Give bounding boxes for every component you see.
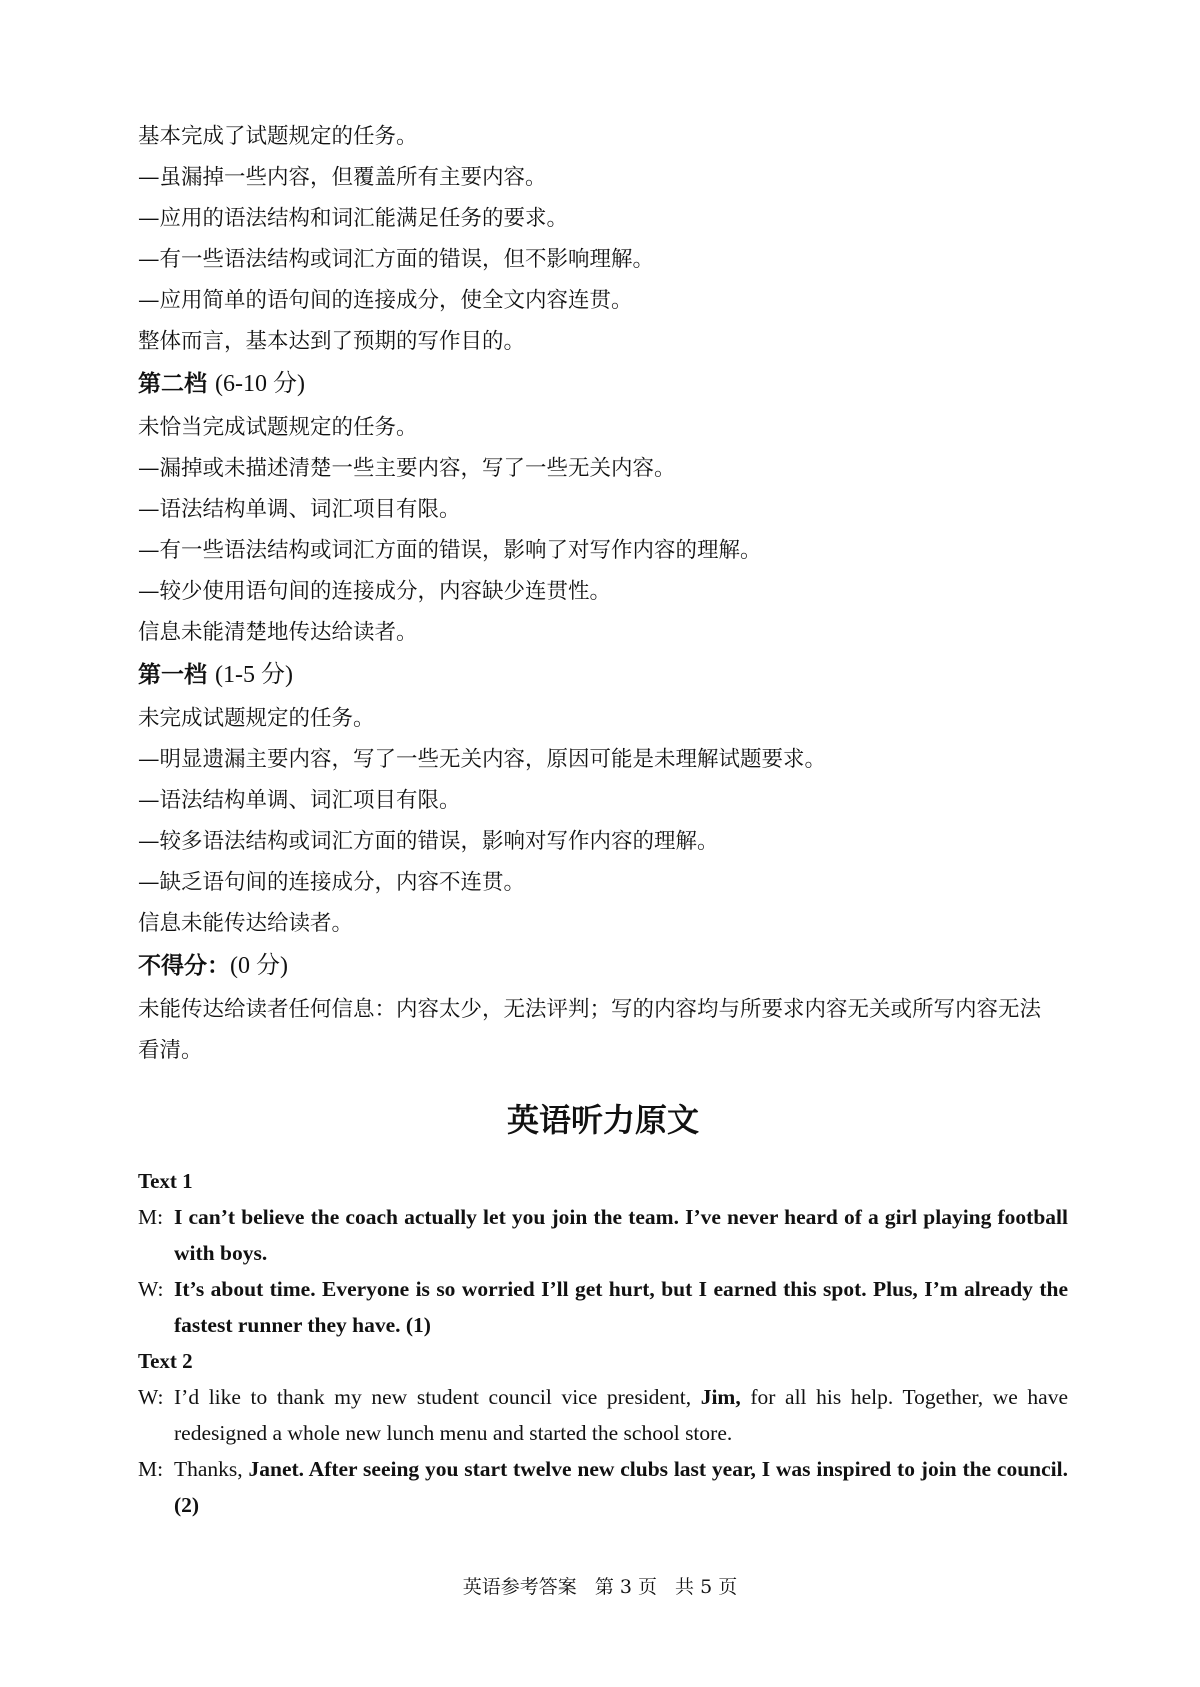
- utterance-part: Thanks,: [174, 1457, 249, 1481]
- tier2-line: 未恰当完成试题规定的任务。: [138, 415, 418, 440]
- tier2-line: —有一些语法结构或词汇方面的错误，影响了对写作内容的理解。: [138, 538, 762, 563]
- tier1-line: —较多语法结构或词汇方面的错误，影响对写作内容的理解。: [138, 829, 719, 854]
- text-label: Text 2: [138, 1349, 193, 1373]
- dialog-line: [138, 1271, 1068, 1343]
- utterance-part: Jim,: [700, 1385, 741, 1409]
- tier0-heading: [138, 945, 1068, 988]
- tier3-line: —应用的语法结构和词汇能满足任务的要求。: [138, 206, 569, 231]
- tier0-heading-label: 不得分：: [138, 953, 230, 979]
- tier0-score: (0 分): [230, 953, 288, 979]
- tier3-line: —有一些语法结构或词汇方面的错误，但不影响理解。: [138, 247, 655, 272]
- dialog-line: [138, 1379, 1068, 1451]
- utterance: [174, 1199, 1068, 1271]
- speaker-label: W:: [138, 1277, 164, 1301]
- listening-transcript: [138, 1163, 1068, 1523]
- tier3-line: 整体而言，基本达到了预期的写作目的。: [138, 329, 526, 354]
- speaker-label: W:: [138, 1385, 164, 1409]
- tier1-line: —明显遗漏主要内容，写了一些无关内容，原因可能是未理解试题要求。: [138, 747, 827, 772]
- tier2-line: —语法结构单调、词汇项目有限。: [138, 497, 461, 522]
- utterance: [174, 1379, 1068, 1451]
- text-block: [138, 1163, 1068, 1343]
- tier2-heading: [138, 363, 1068, 406]
- utterance-part: It’s about time. Everyone is so worried I’ll get hurt, but I earned this spot. Plus, I’m already the fastest runner they have. (1): [174, 1277, 1068, 1337]
- listening-title: 英语听力原文: [506, 1101, 699, 1139]
- tier2-score: (6-10 分): [215, 371, 305, 397]
- utterance: [174, 1271, 1068, 1343]
- utterance-part: I’d like to thank my new student council vice president,: [174, 1385, 701, 1409]
- page-footer: [0, 1572, 1200, 1602]
- page-content: [138, 116, 1068, 1523]
- dialog-line: [138, 1199, 1068, 1271]
- speaker-label: M:: [138, 1457, 164, 1481]
- tier2-section: [138, 363, 1068, 653]
- tier1-section: [138, 654, 1068, 944]
- tier3-line: 基本完成了试题规定的任务。: [138, 124, 418, 149]
- tier0-section: [138, 945, 1068, 1071]
- tier2-line: —较少使用语句间的连接成分，内容缺少连贯性。: [138, 579, 612, 604]
- tier1-line: —缺乏语句间的连接成分，内容不连贯。: [138, 870, 526, 895]
- tier0-text: 未能传达给读者任何信息：内容太少，无法评判；写的内容均与所要求内容无关或所写内容无法看清。: [138, 997, 1042, 1063]
- text-label: Text 1: [138, 1169, 193, 1193]
- footer-page-number: 第 3 页: [594, 1576, 657, 1598]
- utterance-part: for all his help. Together, we have redesigned a whole new lunch menu and started the school store.: [174, 1385, 1068, 1445]
- tier3-section: [138, 116, 1068, 362]
- tier1-line: 未完成试题规定的任务。: [138, 706, 375, 731]
- footer-total-pages: 共 5 页: [675, 1576, 738, 1598]
- tier1-heading: [138, 654, 1068, 697]
- utterance-part: Janet. After seeing you start twelve new clubs last year, I was inspired to join the council. (2): [174, 1457, 1068, 1517]
- tier1-score: (1-5 分): [215, 662, 293, 688]
- tier1-line: 信息未能传达给读者。: [138, 911, 354, 936]
- dialog-line: [138, 1451, 1068, 1523]
- tier3-line: —虽漏掉一些内容，但覆盖所有主要内容。: [138, 165, 547, 190]
- text-block: [138, 1343, 1068, 1523]
- footer-subject: 英语参考答案: [462, 1576, 577, 1598]
- utterance-part: I can’t believe the coach actually let you join the team. I’ve never heard of a girl playing football with boys.: [174, 1205, 1068, 1265]
- tier2-line: —漏掉或未描述清楚一些主要内容，写了一些无关内容。: [138, 456, 676, 481]
- tier3-line: —应用简单的语句间的连接成分，使全文内容连贯。: [138, 288, 633, 313]
- tier1-line: —语法结构单调、词汇项目有限。: [138, 788, 461, 813]
- speaker-label: M:: [138, 1205, 164, 1229]
- tier1-heading-label: 第一档: [138, 662, 207, 688]
- tier2-heading-label: 第二档: [138, 371, 207, 397]
- utterance: [174, 1451, 1068, 1523]
- tier2-line: 信息未能清楚地传达给读者。: [138, 620, 418, 645]
